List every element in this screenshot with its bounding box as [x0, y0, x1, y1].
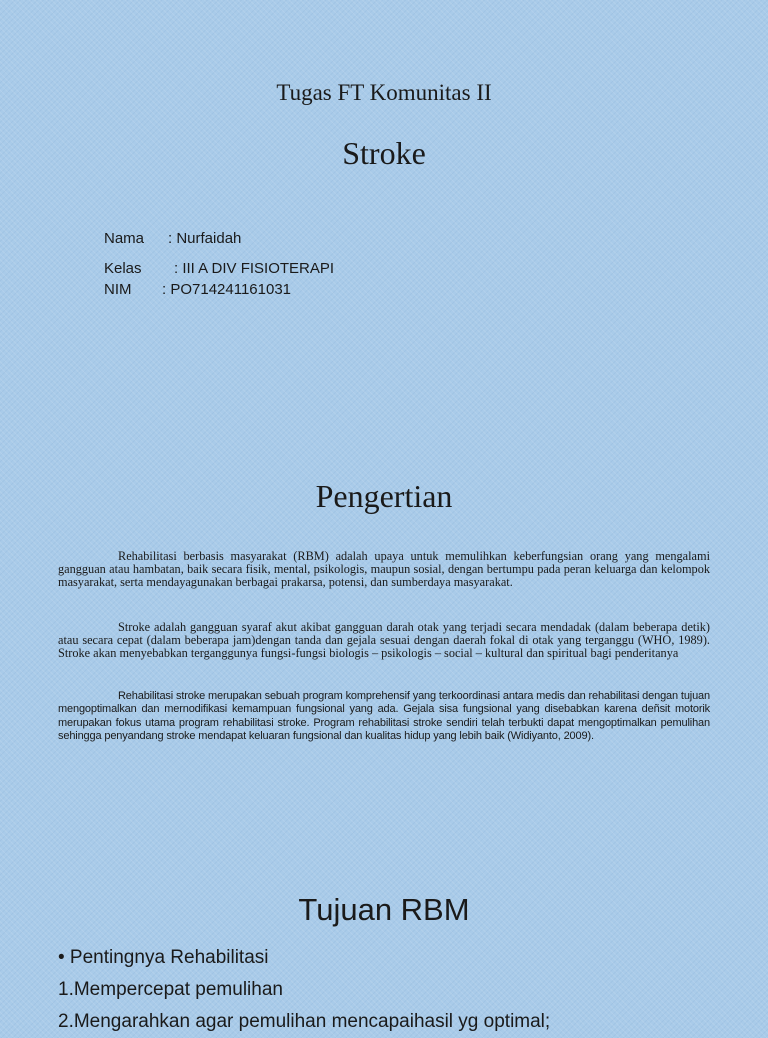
nama-value: : Nurfaidah: [168, 230, 242, 247]
stroke-rehab-paragraph: Rehabilitasi stroke merupakan sebuah program komprehensif yang terkoordinasi antara medis dan rehabilitasi dengan tujuan mengoptimalkan dan mernodifikasi kemampuan fungsional yang ada. Gejala sisa fungsional yang disebabkan karena deñsit motorik merupakan fokus utama program rehabilitasi stroke. Program rehabilitasi stroke sendiri telah terbukti dapat mengoptimalkan pemulihan sehingga penyandang stroke mendapat keluaran fungsional dan kualitas hidup yang lebih baik (Widiyanto, 2009).: [58, 690, 710, 742]
rbm-definition-paragraph: Rehabilitasi berbasis masyarakat (RBM) adalah upaya untuk memulihkan keberfungsian orang yang mengalami gangguan atau hambatan, baik secara fisik, mental, psikologis, maupun sosial, dengan bertumpu pada peran keluarga dan kelompok masyarakat, serta mendayagunakan berbagai prakarsa, potensi, dan sumberdaya masyarakat.: [58, 549, 710, 589]
kelas-label: Kelas: [104, 260, 142, 277]
nim-value: : PO714241161031: [162, 281, 292, 298]
stroke-definition-paragraph: Stroke adalah gangguan syaraf akut akibat gangguan darah otak yang terjadi secara mendadak (dalam beberapa detik) atau secara cepat (dalam beberapa jam)dengan tanda dan gejala sesuai dengan daerah fokal di otak yang terganggu (WHO, 1989). Stroke akan menyebabkan terganggunya fungsi-fungsi biologis – psikologis – social – kultural dan spiritual bagi penderitanya: [58, 620, 710, 660]
pengertian-heading: Pengertian: [315, 478, 453, 514]
list-item: 2.Mengarahkan agar pemulihan mencapaihasil yg optimal;: [58, 1011, 551, 1032]
title-slide: [0, 0, 768, 460]
tujuan-heading: Tujuan RBM: [298, 892, 470, 927]
tujuan-slide: [0, 860, 768, 1032]
student-name-row: [104, 230, 241, 247]
topic-title: Stroke: [342, 135, 426, 171]
nama-label: Nama: [104, 230, 145, 247]
student-class-row: [104, 260, 334, 277]
course-title: Tugas FT Komunitas II: [276, 80, 492, 105]
list-item: • Pentingnya Rehabilitasi: [58, 947, 269, 968]
pengertian-slide: [0, 460, 768, 860]
list-item: 1.Mempercepat pemulihan: [58, 979, 283, 1000]
nim-label: NIM: [104, 281, 132, 298]
student-nim-row: [104, 281, 291, 298]
kelas-value: : III A DIV FISIOTERAPI: [174, 260, 335, 277]
